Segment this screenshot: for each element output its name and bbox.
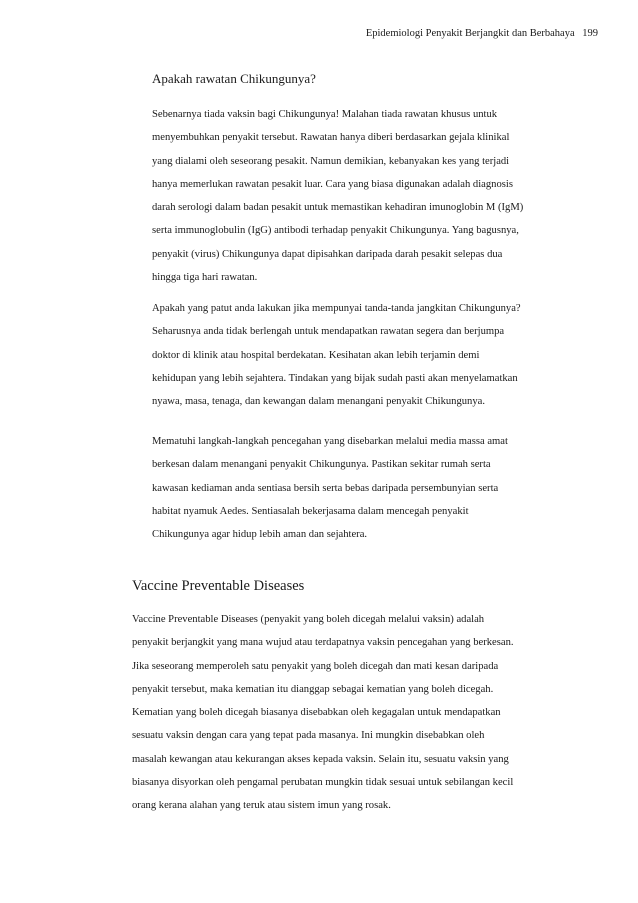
text-line: kehidupan yang lebih sejahtera. Tindakan yang bijak sudah pasti akan menyelamatkan: [152, 372, 518, 384]
text-line: kawasan kediaman anda sentiasa bersih serta bebas daripada persembunyian serta: [152, 482, 499, 494]
paragraph-prevention: [152, 430, 508, 546]
text-line: sesuatu vaksin dengan cara yang tepat pada masanya. Ini mungkin disebabkan oleh: [132, 730, 485, 742]
paragraph-vaccine-preventable: [132, 608, 514, 817]
section-heading-chikungunya-treatment: Apakah rawatan Chikungunya?: [152, 71, 316, 86]
text-line: Seharusnya anda tidak berlengah untuk mendapatkan rawatan segera dan berjumpa: [152, 326, 505, 338]
text-line: penyakit (virus) Chikungunya dapat dipisahkan daripada darah pesakit selepas dua: [152, 248, 503, 260]
section-heading-vaccine-preventable-diseases: Vaccine Preventable Diseases: [132, 578, 305, 594]
text-line: yang dialami oleh seseorang pesakit. Namun demikian, kebanyakan kes yang terjadi: [152, 155, 510, 167]
text-line: penyakit berjangkit yang mana wujud atau terdapatnya vaksin pencegahan yang berkesan.: [132, 637, 514, 649]
text-line: hanya memerlukan rawatan pesakit luar. Cara yang biasa digunakan adalah diagnosis: [152, 178, 513, 190]
text-line: Chikungunya agar hidup lebih aman dan sejahtera.: [152, 529, 368, 540]
paragraph-treatment: [152, 103, 523, 289]
text-line: Mematuhi langkah-langkah pencegahan yang disebarkan melalui media massa amat: [152, 436, 508, 447]
running-header: [366, 28, 598, 39]
page-number: 199: [582, 28, 598, 39]
text-line: biasanya disyorkan oleh pengamal perubatan mungkin tidak sesuai untuk sebilangan kecil: [132, 776, 514, 788]
text-line: penyakit tersebut, maka kematian itu dianggap sebagai kematian yang boleh dicegah.: [132, 683, 494, 695]
text-line: Sebenarnya tiada vaksin bagi Chikungunya! Malahan tiada rawatan khusus untuk: [152, 109, 498, 120]
text-line: Vaccine Preventable Diseases (penyakit yang boleh dicegah melalui vaksin) adalah: [132, 614, 485, 625]
text-line: berkesan dalam menangani penyakit Chikungunya. Pastikan sekitar rumah serta: [152, 459, 491, 471]
text-line: darah serologi dalam badan pesakit untuk memastikan kehadiran imunoglobin M (IgM): [152, 202, 524, 213]
text-line: Jika seseorang memperoleh satu penyakit yang boleh dicegah dan mati kesan daripada: [132, 660, 499, 672]
text-line: serta immunoglobulin (IgG) antibodi terhadap penyakit Chikungunya. Yang bagusnya,: [152, 225, 519, 237]
running-title: Epidemiologi Penyakit Berjangkit dan Berbahaya: [365, 28, 575, 39]
text-line: doktor di klinik atau hospital berdekatan. Kesihatan akan lebih terjamin demi: [152, 349, 480, 361]
paragraph-what-to-do: [152, 297, 521, 413]
text-line: hingga tiga hari rawatan.: [152, 271, 258, 283]
text-line: masalah kewangan atau kekurangan akses kepada vaksin. Selain itu, sesuatu vaksin yang: [132, 753, 509, 765]
text-line: menyembuhkan penyakit tersebut. Rawatan hanya diberi berdasarkan gejala klinikal: [152, 132, 510, 144]
text-line: habitat nyamuk Aedes. Sentiasalah bekerjasama dalam mencegah penyakit: [152, 505, 469, 517]
text-line: nyawa, masa, tenaga, dan kewangan dalam menangani penyakit Chikungunya.: [152, 396, 486, 407]
text-line: Kematian yang boleh dicegah biasanya disebabkan oleh kegagalan untuk mendapatkan: [132, 707, 501, 718]
text-line: Apakah yang patut anda lakukan jika mempunyai tanda-tanda jangkitan Chikungunya?: [152, 303, 521, 314]
text-line: orang kerana alahan yang teruk atau sistem imun yang rosak.: [132, 800, 391, 811]
